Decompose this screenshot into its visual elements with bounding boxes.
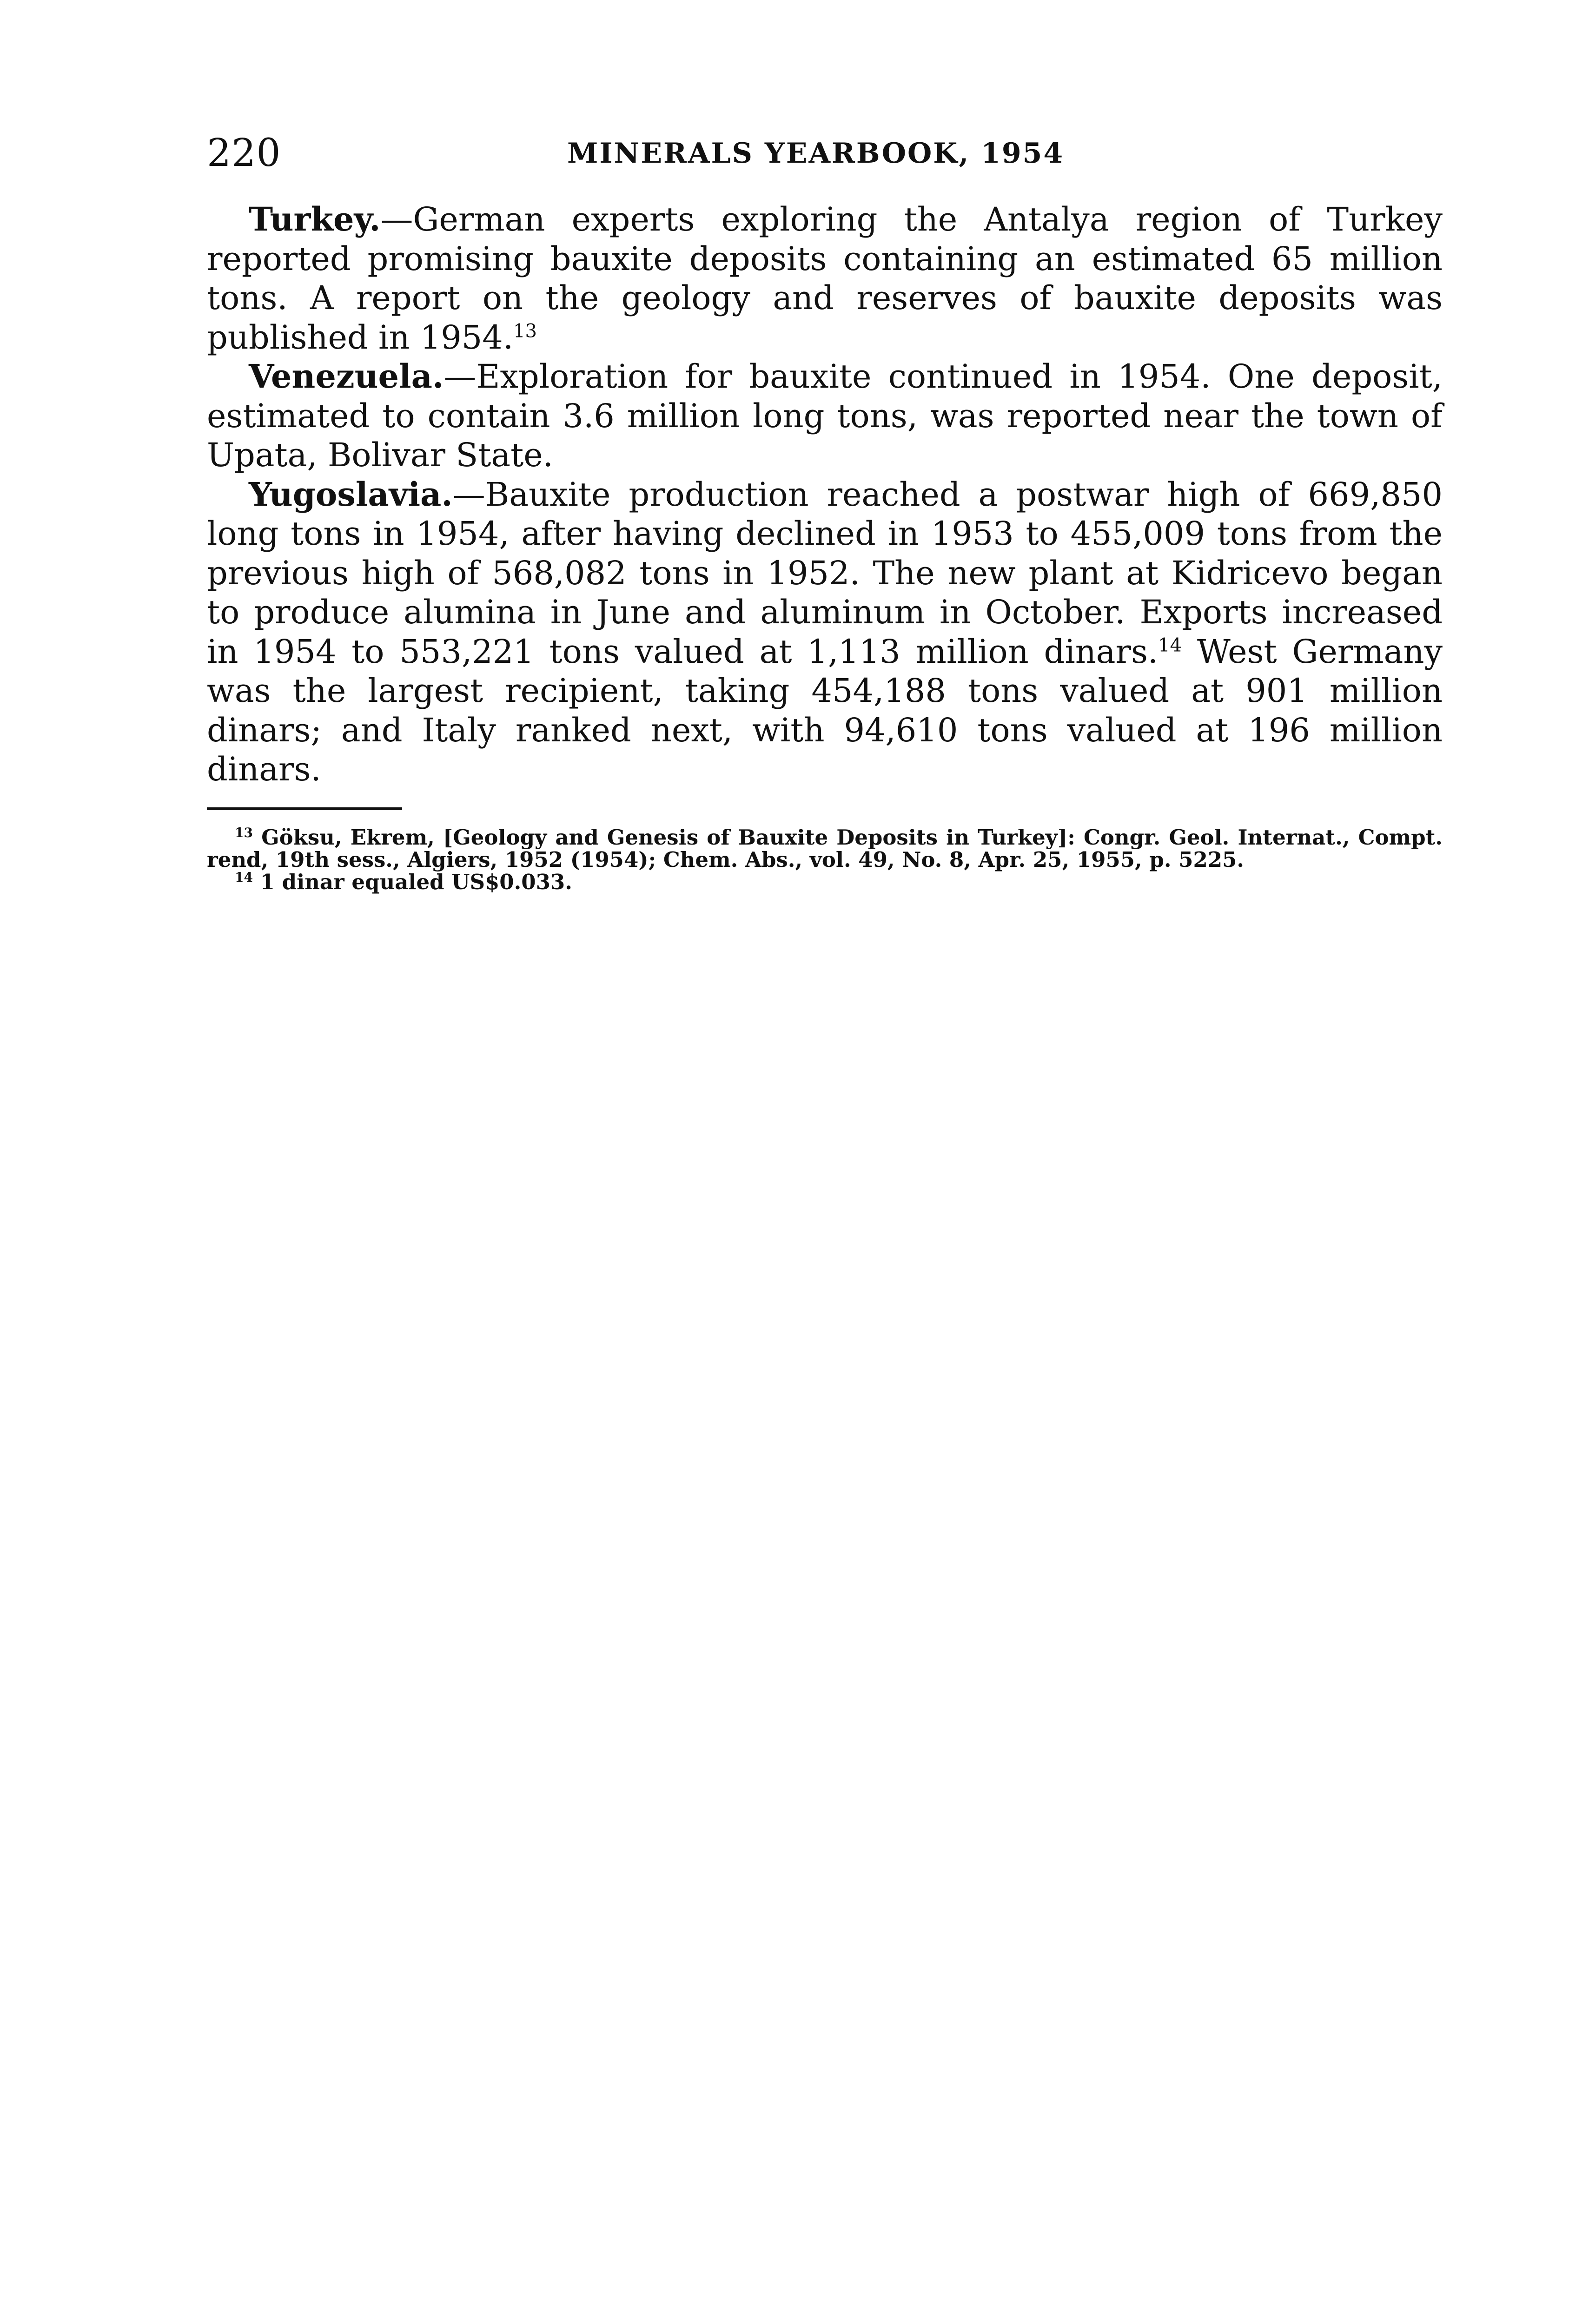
footnote-divider (207, 807, 402, 810)
footnote-13 (207, 826, 1443, 871)
footnote-number: 14 (235, 870, 253, 885)
footnote-number: 13 (235, 825, 253, 840)
paragraph-venezuela (207, 357, 1443, 475)
paragraph-text: —German experts exploring the Antalya region of Turkey reported promising bauxite deposits containing an estimated 65 million tons. A report on the geology and reserves of bauxite deposits was published in 1954. (207, 200, 1443, 357)
footnote-reference: 14 (1158, 634, 1182, 656)
paragraph-yugoslavia (207, 475, 1443, 789)
paragraph-text: —Exploration for bauxite continued in 1954. One deposit, estimated to contain 3.6 million long tons, was reported near the town of Upata, Bolivar State. (207, 357, 1443, 474)
footnote-14 (207, 871, 1443, 893)
paragraph-text-continued: West Germany was the largest recipient, taking 454,188 tons valued at 901 million dinars; and Italy ranked next, with 94,610 tons valued at 196 million dinars. (207, 632, 1443, 788)
footnote-text: Göksu, Ekrem, [Geology and Genesis of Bauxite Deposits in Turkey]: Congr. Geol. Internat., Compt. rend, 19th sess., Algiers, 1952 (1954); Chem. Abs., vol. 49, No. 8, Apr. 25, 1955, p. 5225. (207, 825, 1443, 872)
running-title: MINERALS YEARBOOK, 1954 (567, 137, 1065, 170)
paragraph-lead: Turkey. (249, 200, 381, 238)
running-header (207, 130, 1443, 177)
body-text (207, 200, 1443, 789)
footnote-reference: 13 (513, 320, 537, 342)
page-number: 220 (207, 131, 281, 175)
paragraph-lead: Venezuela. (249, 357, 444, 396)
paragraph-turkey (207, 200, 1443, 357)
paragraph-text: —Bauxite production reached a postwar high of 669,850 long tons in 1954, after having declined in 1953 to 455,009 tons from the previous high of 568,082 tons in 1952. The new plant at Kidricevo began to produce alumina in June and aluminum in October. Exports increased in 1954 to 553,221 tons valued at 1,113 million dinars. (207, 475, 1443, 671)
footnotes (207, 826, 1443, 893)
footnote-text: 1 dinar equaled US$0.033. (252, 870, 572, 894)
paragraph-lead: Yugoslavia. (249, 475, 453, 514)
